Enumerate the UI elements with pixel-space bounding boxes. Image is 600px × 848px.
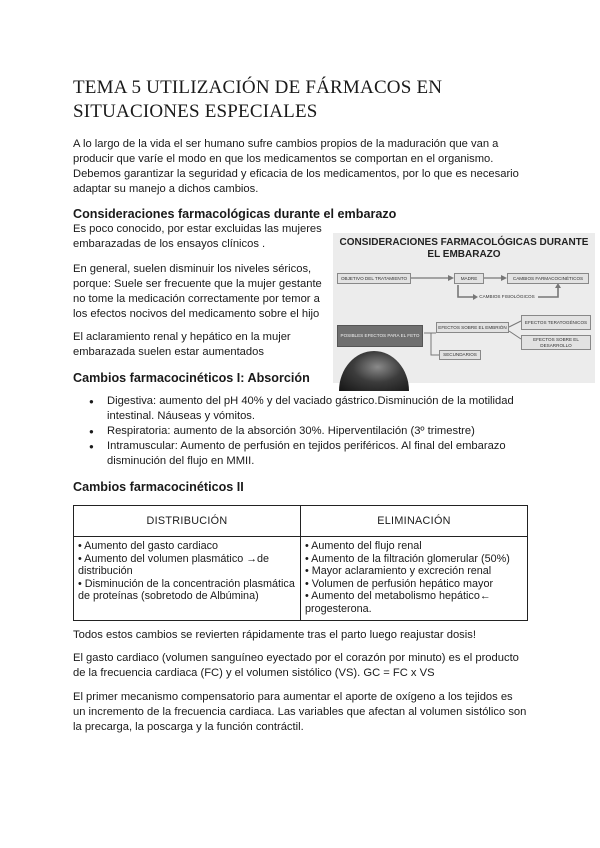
distribucion-cell <box>74 537 301 621</box>
section-heading-absorcion: Cambios farmacocinéticos I: Absorción <box>73 371 310 385</box>
paragraph-mecanismo: El primer mecanismo compensatorio para aumentar el aporte de oxígeno a los tejidos es un incremento de la frecuencia cardiaca. Las variables que afectan al volumen sistólico son la precarga, la poscarga y la función contráctil. <box>73 691 527 733</box>
distribucion-item: • Aumento del volumen plasmático →de distribución <box>78 552 270 577</box>
box-secundarios: SECUNDARIOS <box>439 350 481 360</box>
list-item: ● Respiratoria: aumento de la absorción 30%. Hiperventilación (3º trimestre) <box>73 424 528 439</box>
eliminacion-cell <box>301 537 528 621</box>
distribucion-item: • Aumento del gasto cardiaco <box>78 540 219 552</box>
paragraph-gasto-cardiaco: El gasto cardiaco (volumen sanguíneo eyectado por el corazón por minuto) es el producto de la frecuencia cardiaca (FC) y el volumen sistólico (VS). GC = FC x VS <box>73 652 519 679</box>
table-row <box>74 537 528 621</box>
arrow-madre-fisio <box>458 285 473 297</box>
distribucion-item: • Disminución de la concentración plasmática de proteínas (sobretodo de Albúmina) <box>78 577 295 602</box>
eliminacion-item: • Mayor aclaramiento y excreción renal <box>305 565 492 577</box>
header-eliminacion: ELIMINACIÓN <box>301 506 528 537</box>
diagram-title: CONSIDERACIONES FARMACOLÓGICAS DURANTE EL EMBARAZO <box>339 237 589 260</box>
eliminacion-item: • Aumento del flujo renal <box>305 540 422 552</box>
absorcion-list <box>73 394 528 469</box>
box-objetivo: OBJETIVO DEL TRATAMIENTO <box>337 273 411 284</box>
header-distribucion: DISTRIBUCIÓN <box>74 506 301 537</box>
table-header-row <box>74 506 528 537</box>
box-efectos-embrion: EFECTOS SOBRE EL EMBRIÓN <box>436 322 509 333</box>
list-item: ● Intramuscular: Aumento de perfusión en tejidos periféricos. Al final del embarazo disminución del flujo en MMII. <box>73 439 528 469</box>
section-heading-embarazo: Consideraciones farmacológicas durante el embarazo <box>73 207 397 221</box>
list-item: ● Digestiva: aumento del pH 40% y del vaciado gástrico.Disminución de la motilidad intestinal. Náuseas y vómitos. <box>73 394 528 424</box>
cambios-table <box>73 505 528 621</box>
box-cambios-farmacocineticos: CAMBIOS FARMACOCINÉTICOS <box>507 273 589 284</box>
arrow-embrion-efectos <box>509 321 521 327</box>
intro-paragraph: A lo largo de la vida el ser humano sufre cambios propios de la maduración que van a producir que varíe el modo en que los medicamentos se comportan en el organismo. Debemos garantizar la seguridad y eficacia de los medicamentos, por lo que es necesario adaptar su manejo a dichos cambios. <box>73 138 519 195</box>
embarazo-diagram <box>333 233 595 383</box>
box-teratogenicos: EFECTOS TERATOGÉNICOS <box>521 315 591 330</box>
box-cambios-fisiologicos: CAMBIOS FISIOLÓGICOS <box>479 294 535 300</box>
eliminacion-item: • Aumento de la filtración glomerular (50%) <box>305 552 510 565</box>
branch-feto <box>431 333 439 355</box>
eliminacion-item: • Aumento del metabolismo hepático← progesterona. <box>305 590 491 615</box>
box-desarrollo: EFECTOS SOBRE EL DESARROLLO <box>521 335 591 350</box>
paragraph-ensayos: Es poco conocido, por estar excluidas las mujeres embarazadas de los ensayos clínicos . <box>73 223 322 250</box>
box-madre: MADRE <box>454 273 484 284</box>
page-title: TEMA 5 UTILIZACIÓN DE FÁRMACOS EN SITUACIONES ESPECIALES <box>73 77 443 122</box>
section-heading-cambios-ii: Cambios farmacocinéticos II <box>73 480 244 494</box>
paragraph-revierten: Todos estos cambios se revierten rápidamente tras el parto luego reajustar dosis! <box>73 629 476 641</box>
paragraph-niveles-sericos: En general, suelen disminuir los niveles séricos, porque: Suele ser frecuente que la mujer gestante no tome la medicación correctamente por temor a los efectos nocivos del medicamento sobre el hijo <box>73 263 322 320</box>
eliminacion-item: • Volumen de perfusión hepático mayor <box>305 577 494 590</box>
arrow-embrion-desarrollo <box>509 331 521 339</box>
paragraph-aclaramiento: El aclaramiento renal y hepático en la mujer embarazada suelen estar aumentados <box>73 331 291 358</box>
box-posibles-efectos: POSIBLES EFECTOS PARA EL FETO <box>337 325 423 347</box>
arrow-fisio-cambios <box>538 287 558 297</box>
